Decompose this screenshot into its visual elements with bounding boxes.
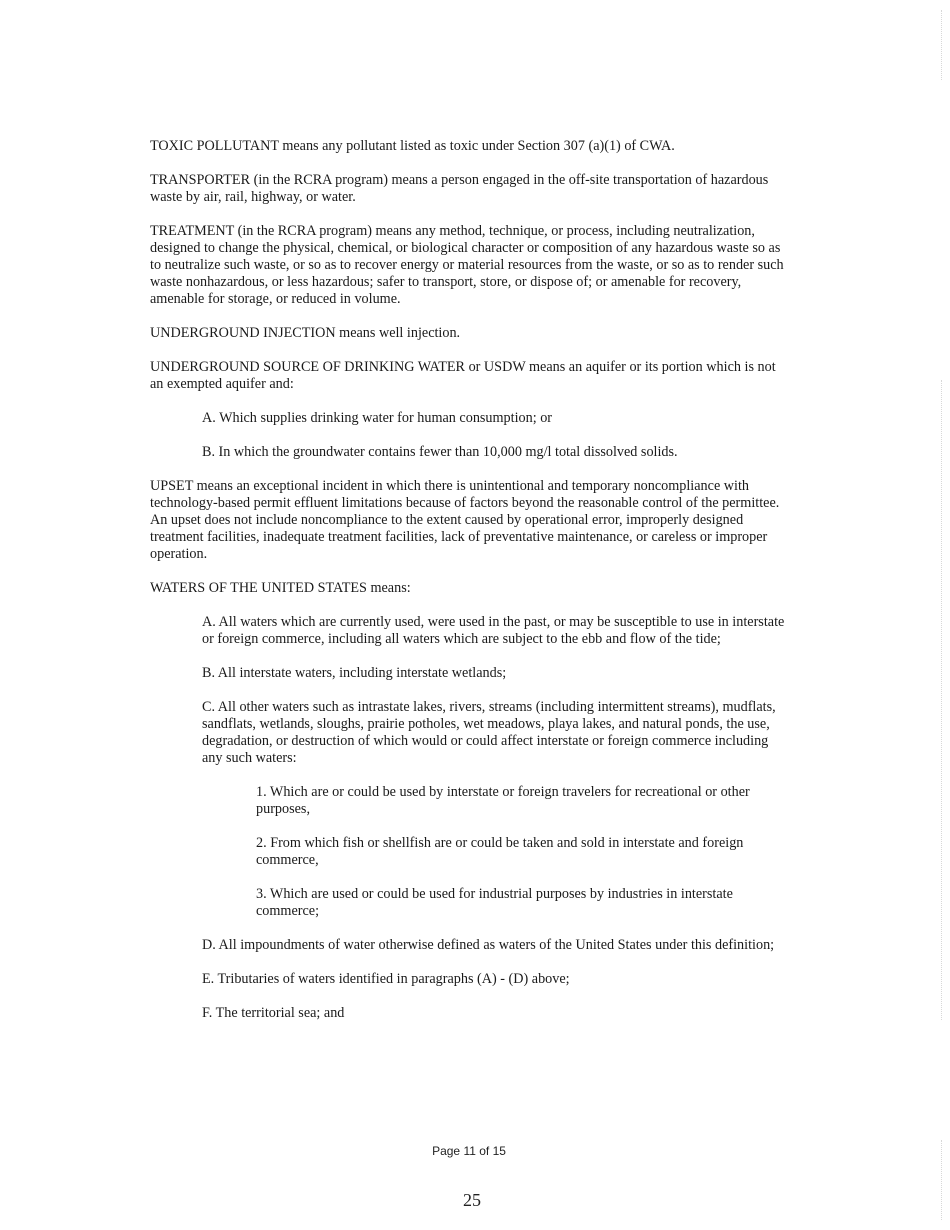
definition-upset: UPSET means an exceptional incident in which there is unintentional and temporary noncompliance with technology-based permit effluent limitations because of factors beyond the reasonable control of the permittee. An upset does not include noncompliance to the extent caused by operational error, improperly designed treatment facilities, inadequate treatment facilities, lack of preventative maintenance, or careless or improper operation. xyxy=(150,478,780,562)
usdw-item-b: B. In which the groundwater contains fewer than 10,000 mg/l total dissolved solids. xyxy=(202,444,678,460)
definition-transporter: TRANSPORTER (in the RCRA program) means a person engaged in the off-site transportation of hazardous waste by air, rail, highway, or water. xyxy=(150,172,769,205)
page-number-label: Page 11 of 15 xyxy=(432,1144,506,1158)
scan-edge-mark xyxy=(941,10,948,80)
definition-usdw: UNDERGROUND SOURCE OF DRINKING WATER or USDW means an aquifer or its portion which is not an exempted aquifer and: xyxy=(150,359,776,392)
scan-edge-mark xyxy=(941,1140,948,1220)
definition-waters-of-us: WATERS OF THE UNITED STATES means: xyxy=(150,580,411,596)
definition-toxic-pollutant: TOXIC POLLUTANT means any pollutant listed as toxic under Section 307 (a)(1) of CWA. xyxy=(150,138,675,154)
definition-treatment: TREATMENT (in the RCRA program) means any method, technique, or process, including neutralization, designed to change the physical, chemical, or biological character or composition of any hazardous waste so as to neutralize such waste, or so as to recover energy or material resources from the waste, or so as to render such waste nonhazardous, or less hazardous; safer to transport, store, or dispose of; or amenable for recovery, amenable for storage, or reduced in volume. xyxy=(150,223,784,307)
definition-underground-injection: UNDERGROUND INJECTION means well injection. xyxy=(150,325,461,341)
waters-item-a: A. All waters which are currently used, were used in the past, or may be susceptible to use in interstate or foreign commerce, including all waters which are subject to the ebb and flow of the tide; xyxy=(202,614,785,647)
waters-item-c-3: 3. Which are used or could be used for industrial purposes by industries in interstate commerce; xyxy=(256,886,733,919)
waters-item-b: B. All interstate waters, including interstate wetlands; xyxy=(202,665,507,681)
waters-item-c-1: 1. Which are or could be used by interstate or foreign travelers for recreational or other purposes, xyxy=(256,784,750,817)
document-body xyxy=(150,138,790,1039)
waters-item-f: F. The territorial sea; and xyxy=(202,1005,345,1021)
waters-item-c-2: 2. From which fish or shellfish are or could be taken and sold in interstate and foreign commerce, xyxy=(256,835,744,868)
stamp-page-number: 25 xyxy=(463,1190,481,1210)
waters-item-c: C. All other waters such as intrastate lakes, rivers, streams (including intermittent streams), mudflats, sandflats, wetlands, sloughs, prairie potholes, wet meadows, playa lakes, and natural ponds, the use, degradation, or destruction of which would or could affect interstate or foreign commerce including any such waters: xyxy=(202,699,776,766)
waters-item-e: E. Tributaries of waters identified in paragraphs (A) - (D) above; xyxy=(202,971,570,987)
usdw-item-a: A. Which supplies drinking water for human consumption; or xyxy=(202,410,553,426)
waters-item-d: D. All impoundments of water otherwise defined as waters of the United States under this definition; xyxy=(202,937,775,953)
scan-edge-mark xyxy=(941,380,948,1020)
